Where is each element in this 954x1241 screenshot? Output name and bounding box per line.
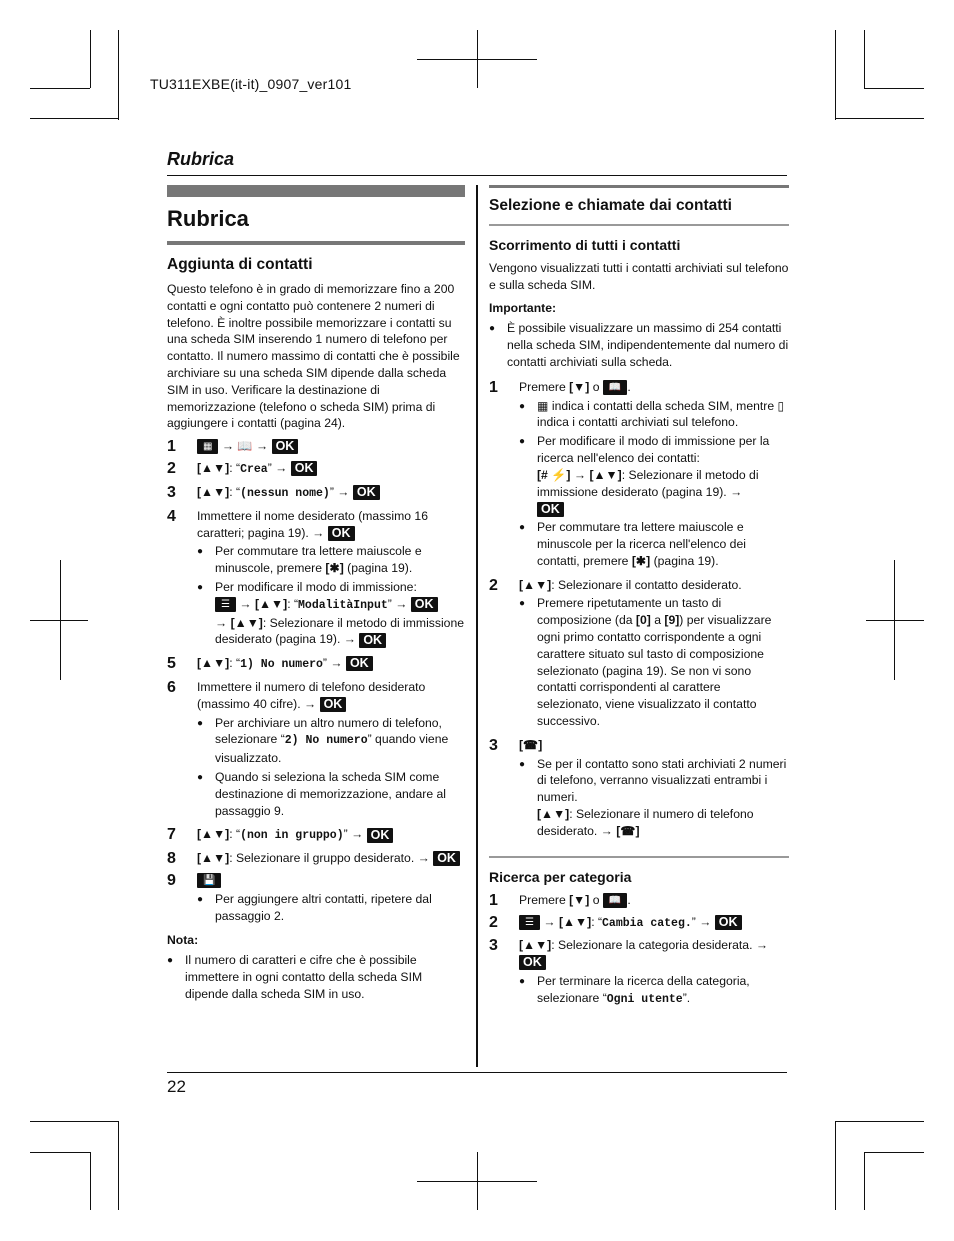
left-column xyxy=(167,185,465,1005)
down-key: [▼] xyxy=(569,892,590,907)
running-header: Rubrica xyxy=(167,149,235,169)
step-8: 8 [▲▼]: Selezionare il gruppo desiderato. → OK xyxy=(167,850,465,867)
nav-key: [▲▼] xyxy=(197,461,230,476)
step-3: 3 [☎] ● Se per il contatto sono stati archiviati 2 numeri di telefono, verranno visualizzati entrambi i numeri. [▲▼]: Selezionare il numero di telefono desiderato. → [☎] xyxy=(489,737,789,842)
crop-mark xyxy=(864,88,924,89)
document-code: TU311EXBE(it-it)_0907_ver101 xyxy=(150,76,352,92)
section-heading: Aggiunta di contatti xyxy=(167,256,313,273)
category-step-2: 2 ☰ → [▲▼]: “Cambia categ.” → OK xyxy=(489,914,789,933)
nav-key: [▲▼] xyxy=(519,938,552,953)
note-label: Nota: xyxy=(167,932,199,947)
nav-key: [▲▼] xyxy=(589,467,622,482)
ok-button: OK xyxy=(328,526,355,541)
nav-key: [▲▼] xyxy=(519,577,552,592)
subsection-heading: Ricerca per categoria xyxy=(489,856,789,886)
phonebook-icon: 📖 xyxy=(237,439,253,454)
page-title: Rubrica xyxy=(167,206,249,231)
menu-icon: ▦ xyxy=(197,439,218,454)
crop-mark xyxy=(30,118,118,119)
ok-button: OK xyxy=(433,851,460,866)
footer-rule xyxy=(167,1072,787,1073)
phone-memory-icon: ▯ xyxy=(777,398,785,413)
bullet: ● Per modificare il modo di immissione per la ricerca nell'elenco dei contatti: [# ⚡] → [▲▼]: Selezionare il metodo di immissione desiderato (pagina 19). → OK xyxy=(519,434,770,516)
talk-key: [☎] xyxy=(519,737,543,752)
step-9: 9 💾 ● Per aggiungere altri contatti, ripetere dal passaggio 2. xyxy=(167,872,465,926)
crop-mark xyxy=(30,1152,90,1153)
nav-key: [▲▼] xyxy=(197,827,230,842)
bullet: ● Se per il contatto sono stati archiviati 2 numeri di telefono, verranno visualizzati entrambi i numeri. [▲▼]: Selezionare il numero di telefono desiderato. → [☎] xyxy=(519,756,787,838)
crop-mark xyxy=(90,30,91,88)
step-2: 2 [▲▼]: Selezionare il contatto desiderato. ● Premere ripetutamente un tasto di composizione (da [0] a [9]) per visualizzare ogni primo contatto corrispondente a ogni carattere situato sul tasto di composizione selezionato (pagina 19). Se non vi sono contatti corrispondenti al carattere selezionato, viene visualizzato il contatto successivo. xyxy=(489,577,789,732)
menu-icon: ☰ xyxy=(519,915,540,930)
nav-key: [▲▼] xyxy=(537,806,570,821)
header-rule xyxy=(167,175,787,176)
ok-button: OK xyxy=(537,502,564,517)
crop-mark xyxy=(417,1181,537,1182)
ok-button: OK xyxy=(353,485,380,500)
step-2: 2 [▲▼]: “Crea” → OK xyxy=(167,460,465,479)
crop-mark xyxy=(30,620,88,621)
bullet: ● Per aggiungere altri contatti, ripetere dal passaggio 2. xyxy=(197,891,432,923)
note-bullet: ● Il numero di caratteri e cifre che è possibile immettere in ogni contatto della scheda SIM dipende dalla scheda SIM in uso. xyxy=(167,953,423,1001)
important-bullet: ● È possibile visualizzare un massimo di 254 contatti nella scheda SIM, indipendentemente dal numero di contatti archiviati sulla scheda. xyxy=(489,321,789,369)
nav-key: [▲▼] xyxy=(254,596,288,611)
title-rule xyxy=(167,241,465,245)
nav-key: [▲▼] xyxy=(230,615,263,630)
section-heading: Selezione e chiamate dai contatti xyxy=(489,185,789,226)
bullet: ● Per commutare tra lettere maiuscole e minuscole, premere [✱] (pagina 19). xyxy=(197,544,422,576)
bullet: ● ▦ indica i contatti della scheda SIM, mentre ▯ indica i contatti archiviati sul telefono. xyxy=(519,398,785,430)
crop-mark xyxy=(118,1121,119,1210)
sim-icon: ▦ xyxy=(537,398,549,413)
crop-mark xyxy=(866,620,924,621)
crop-mark xyxy=(835,118,924,119)
ok-button: OK xyxy=(715,915,742,930)
step-5: 5 [▲▼]: “1) No numero” → OK xyxy=(167,655,465,674)
star-key: [✱] xyxy=(631,553,651,568)
title-bar xyxy=(167,185,465,197)
ok-button: OK xyxy=(291,461,318,476)
crop-mark xyxy=(90,1152,91,1210)
step-1: 1 ▦ → 📖 → OK xyxy=(167,438,465,455)
step-1: 1 Premere [▼] o 📖 . ● ▦ indica i contatti della scheda SIM, mentre ▯ indica i contatti archiviati sul telefono. ● Per modificare il modo di immissione per la ricerca nell'elenco dei contatti: [# ⚡] → [▲▼]: Selezionare il metodo di immissione desiderato (pagina 19). → OK ● Per commutare tra lettere maiuscole e minuscole per la ricerca nell'elenco dei contatti, premere [✱] (pagina 19). xyxy=(489,379,789,572)
ok-button: OK xyxy=(359,633,386,648)
subsection-heading: Scorrimento di tutti i contatti xyxy=(489,237,681,253)
crop-mark xyxy=(30,88,90,89)
important-label: Importante: xyxy=(489,300,557,315)
step-4: 4 Immettere il nome desiderato (massimo 16 caratteri; pagina 19). → OK ● Per commutare tra lettere maiuscole e minuscole, premere [✱] (pagina 19). ● Per modificare il modo di immissione: ☰ → [▲▼]: “ModalitàInput” → OK → [▲▼]: Selezionare il metodo di immissione desiderato (pagina 19). → OK xyxy=(167,507,465,647)
crop-mark xyxy=(835,1121,836,1210)
ok-button: OK xyxy=(346,656,373,671)
hash-key: [# ⚡] xyxy=(537,467,571,482)
crop-mark xyxy=(417,59,537,60)
nav-key: [▲▼] xyxy=(197,851,230,866)
ok-button: OK xyxy=(272,439,299,454)
ok-button: OK xyxy=(320,697,347,712)
crop-mark xyxy=(864,1152,924,1153)
right-column xyxy=(489,185,789,1015)
nav-key: [▲▼] xyxy=(197,656,230,671)
bullet: ● Per commutare tra lettere maiuscole e minuscole per la ricerca nell'elenco dei contatti, premere [✱] (pagina 19). xyxy=(519,520,746,568)
bullet: ● Per modificare il modo di immissione: ☰ → [▲▼]: “ModalitàInput” → OK → [▲▼]: Selezionare il metodo di immissione desiderato (pagina 19). → OK xyxy=(197,579,465,647)
save-icon: 💾 xyxy=(197,873,221,888)
step-6: 6 Immettere il numero di telefono desiderato (massimo 40 cifre). → OK ● Per archiviare un altro numero di telefono, selezionare “2) No numero” quando viene visualizzato. ● Quando si seleziona la scheda SIM come destinazione di memorizzazione, andare al passaggio 9. xyxy=(167,679,465,821)
bullet: ● Quando si seleziona la scheda SIM come destinazione di memorizzazione, andare al passaggio 9. xyxy=(197,769,447,818)
crop-mark xyxy=(30,1121,118,1122)
intro-paragraph: Vengono visualizzati tutti i contatti archiviati sul telefono e sulla scheda SIM. xyxy=(489,261,789,292)
star-key: [✱] xyxy=(325,561,344,576)
nav-key: [▲▼] xyxy=(197,484,230,499)
bullet: ● Per terminare la ricerca della categoria, selezionare “Ogni utente”. xyxy=(519,973,750,1006)
nav-key: [▲▼] xyxy=(558,914,592,929)
crop-mark xyxy=(864,1152,865,1210)
crop-mark xyxy=(864,30,865,88)
step-3: 3 [▲▼]: “(nessun nome)” → OK xyxy=(167,484,465,503)
phonebook-icon: 📖 xyxy=(603,380,627,395)
ok-button: OK xyxy=(411,597,438,612)
down-key: [▼] xyxy=(569,379,590,394)
ok-button: OK xyxy=(367,828,394,843)
page-number: 22 xyxy=(167,1077,186,1096)
ok-button: OK xyxy=(519,955,546,970)
column-divider xyxy=(476,185,478,1067)
bullet: ● Premere ripetutamente un tasto di composizione (da [0] a [9]) per visualizzare ogni primo contatto corrispondente a ogni carattere situato sul tasto di composizione selezionato (pagina 19). Se non vi sono contatti corrispondenti al carattere selezionato, viene visualizzato il contatto successivo. xyxy=(519,596,772,728)
menu-icon: ☰ xyxy=(215,597,236,612)
crop-mark xyxy=(118,30,119,120)
category-step-3: 3 [▲▼]: Selezionare la categoria desiderata. → OK ● Per terminare la ricerca della categoria, selezionare “Ogni utente”. xyxy=(489,937,789,1010)
bullet: ● Per archiviare un altro numero di telefono, selezionare “2) No numero” quando viene visualizzato. xyxy=(197,715,449,766)
phonebook-icon: 📖 xyxy=(603,893,627,908)
crop-mark xyxy=(835,30,836,120)
step-7: 7 [▲▼]: “(non in gruppo)” → OK xyxy=(167,826,465,845)
talk-key: [☎] xyxy=(616,823,640,838)
intro-paragraph: Questo telefono è in grado di memorizzare fino a 200 contatti e ogni contatto può contenere 2 numeri di telefono. È inoltre possibile memorizzare i contatti su una scheda SIM inserendo 1 numero di telefono per contatto. Il numero massimo di contatti che è possibile archiviare su una scheda SIM dipende dalla scheda SIM in uso. Verificare la destinazione di memorizzazione (telefono o scheda SIM) prima di aggiungere i contatti (pagina 24). xyxy=(167,282,460,431)
category-step-1: 1 Premere [▼] o 📖 . xyxy=(489,891,631,909)
crop-mark xyxy=(835,1121,924,1122)
